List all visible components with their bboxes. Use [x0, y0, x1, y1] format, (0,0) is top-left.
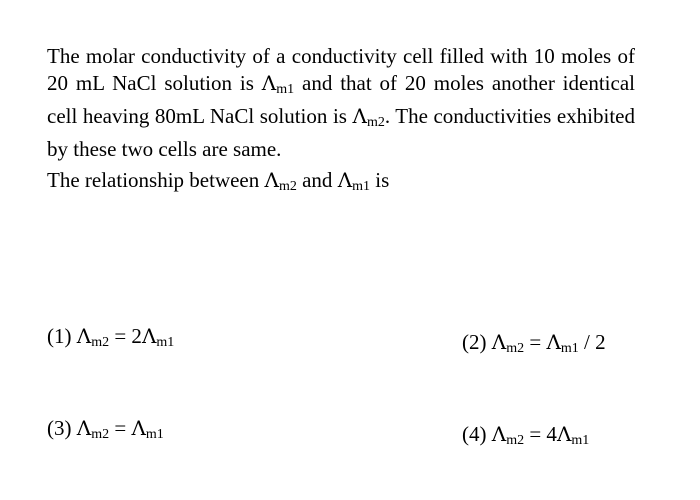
option-4[interactable] [462, 421, 589, 454]
operator: = 4 [524, 422, 557, 446]
operator: = 2 [109, 324, 142, 348]
option-number: (1) [47, 324, 77, 348]
question-prompt [47, 167, 389, 200]
subscript: m2 [366, 115, 385, 130]
subscript: m1 [156, 335, 175, 350]
option-number: (3) [47, 416, 77, 440]
lambda-symbol: Λ [264, 168, 279, 192]
lambda-symbol: Λ [76, 324, 92, 348]
subscript: m2 [91, 427, 110, 442]
subscript: m1 [145, 427, 164, 442]
subscript: m1 [571, 433, 590, 448]
lambda-symbol: Λ [546, 330, 561, 354]
operator: = [109, 416, 132, 440]
option-suffix: / 2 [578, 330, 606, 354]
operator: = [524, 330, 547, 354]
subscript: m2 [278, 179, 297, 194]
lambda-symbol: Λ [352, 104, 367, 128]
lambda-symbol: Λ [491, 422, 507, 446]
lambda-symbol: Λ [76, 416, 92, 440]
subscript: m1 [276, 82, 295, 97]
question-part-2: and that of 20 moles another identical cell heaving 80mL NaCl solution is [47, 71, 635, 128]
question-text [47, 43, 635, 163]
option-2[interactable] [462, 329, 606, 362]
subscript: m1 [560, 341, 579, 356]
subscript: m1 [352, 179, 371, 194]
lambda-symbol: Λ [337, 168, 353, 192]
subscript: m2 [91, 335, 110, 350]
prompt-mid: and [296, 168, 338, 192]
question-part-1: The molar conductivity of a conductivity cell filled with 10 moles of 20 mL NaCl solution is [47, 44, 635, 95]
question-part-3: . The conductivities exhibited by these two cells are same. [47, 104, 635, 161]
option-1[interactable] [47, 323, 174, 356]
option-3[interactable] [47, 415, 164, 448]
subscript: m2 [506, 433, 525, 448]
option-number: (2) [462, 330, 492, 354]
subscript: m2 [506, 341, 525, 356]
lambda-symbol: Λ [491, 330, 507, 354]
question-paragraph [47, 43, 635, 163]
lambda-symbol: Λ [141, 324, 157, 348]
lambda-symbol: Λ [131, 416, 146, 440]
prompt-post: is [370, 168, 390, 192]
option-number: (4) [462, 422, 492, 446]
lambda-symbol: Λ [556, 422, 572, 446]
lambda-symbol: Λ [261, 71, 277, 95]
prompt-pre: The relationship between [47, 168, 265, 192]
